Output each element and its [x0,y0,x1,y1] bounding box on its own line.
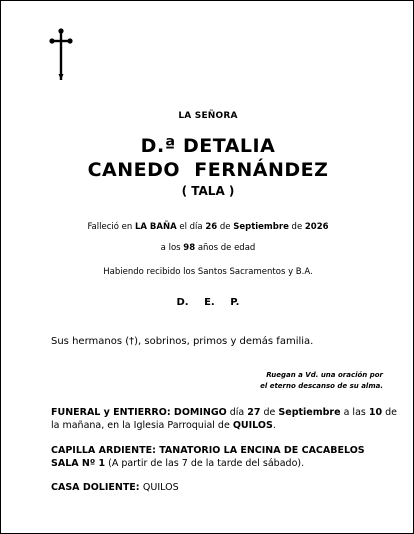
deceased-name-line1: D.ª DETALIA [140,135,276,157]
funeral-paragraph: FUNERAL y ENTIERRO: DOMINGO día 27 de Septiembre a las 10 de la mañana, en la Iglesia Parroquial de QUILOS. [51,407,397,431]
age-line: a los 98 años de edad [160,243,256,253]
death-day: 26 [205,222,218,232]
age-value: 98 [183,243,196,253]
prayer-request: Ruegan a Vd. una oración por el eterno descanso de su alma. [260,371,383,390]
deceased-name-line2: CANEDO FERNÁNDEZ [87,159,329,181]
funeral-place: QUILOS [232,420,273,431]
intro-label: LA SEÑORA [178,111,238,121]
sala-label: SALA Nº 1 [51,458,106,469]
family-line: Sus hermanos (†), sobrinos, primos y demás familia. [51,336,314,347]
dep-initials: D. E. P. [176,297,240,308]
casa-label: CASA DOLIENTE: [51,482,143,493]
sacraments-line: Habiendo recibido los Santos Sacramentos y B.A. [103,267,313,277]
capilla-label: CAPILLA ARDIENTE: TANATORIO LA ENCINA DE CACABELOS [51,445,365,456]
death-year: 2026 [304,222,329,232]
death-month: Septiembre [233,222,289,232]
casa-doliente: CASA DOLIENTE: QUILOS [51,482,179,493]
deceased-alias: ( TALA ) [181,184,235,198]
death-place: LA BAÑA [134,222,177,232]
funeral-label: FUNERAL y ENTIERRO: DOMINGO [51,407,227,418]
death-line: Falleció en LA BAÑA el día 26 de Septiembre de 2026 [87,222,329,232]
capilla-paragraph: CAPILLA ARDIENTE: TANATORIO LA ENCINA DE CACABELOS SALA Nº 1 (A partir de las 7 de la tarde del sábado). [51,445,365,469]
cross-icon [49,28,73,82]
